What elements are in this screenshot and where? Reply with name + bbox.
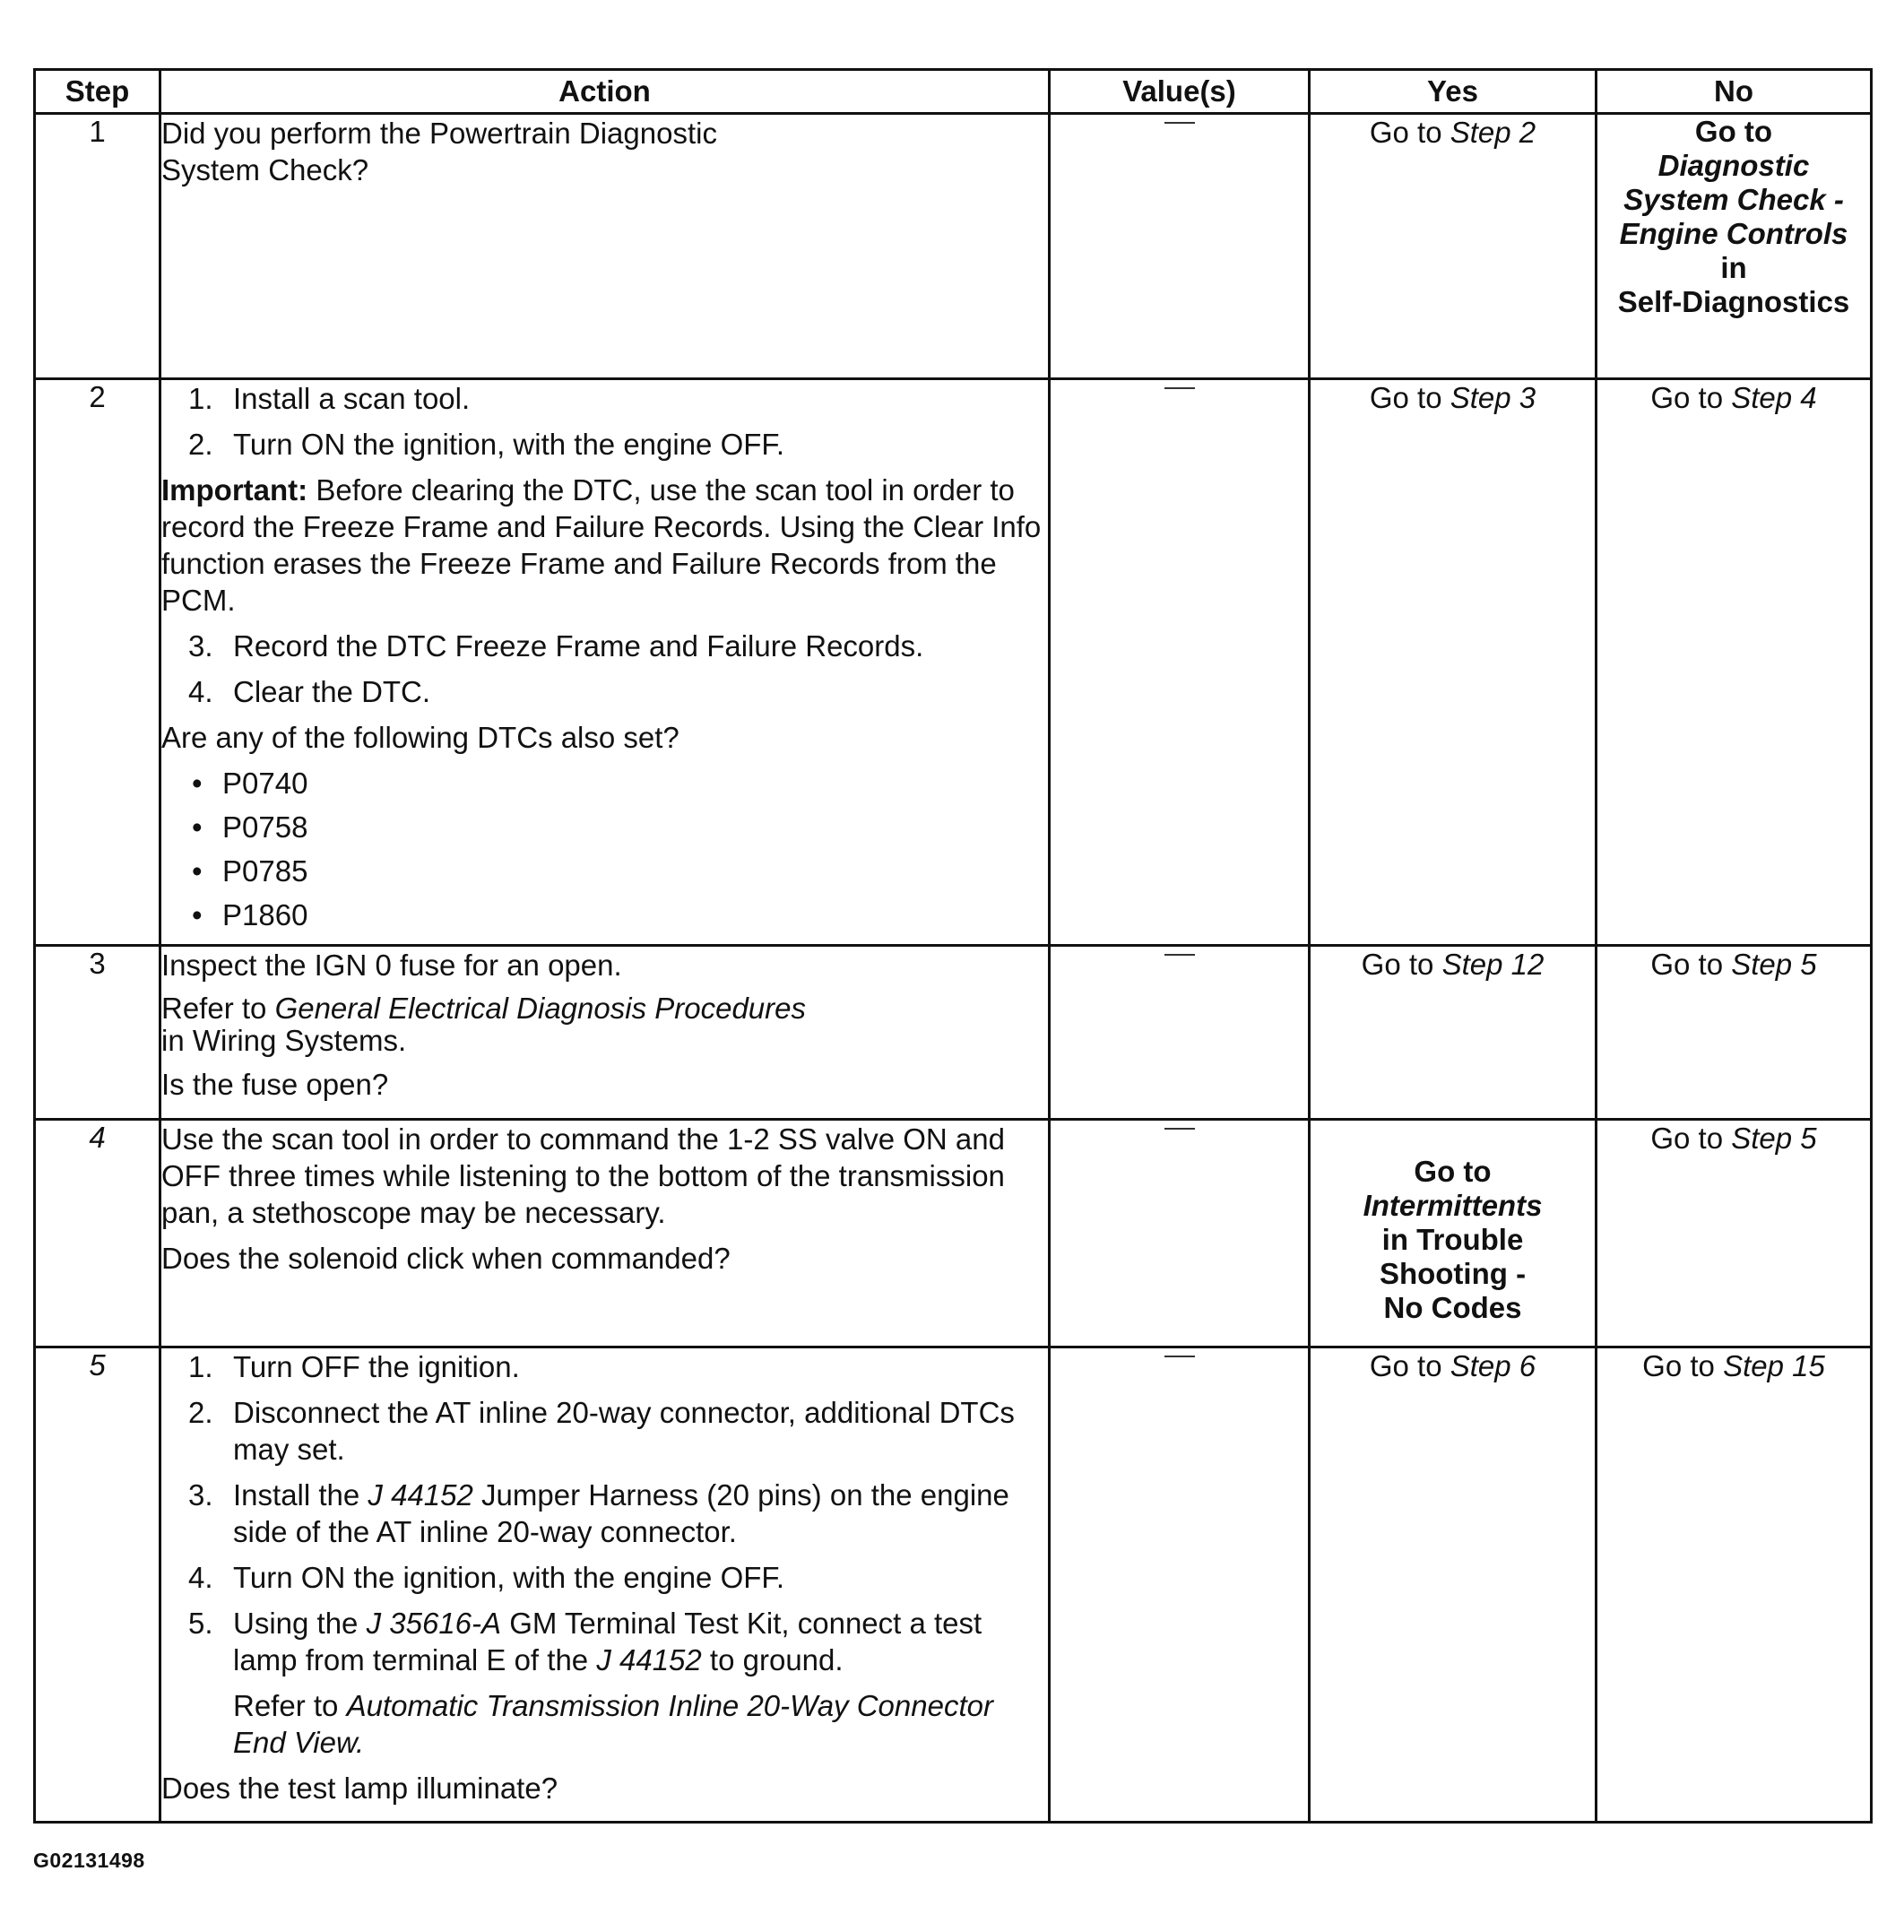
dtc-item: • P1860 <box>161 897 1048 933</box>
yes-cell <box>1310 114 1597 379</box>
goto-text: Go to <box>1642 1349 1724 1382</box>
value-cell <box>1050 114 1310 379</box>
step-link[interactable]: Step 15 <box>1723 1349 1825 1382</box>
table-row <box>35 1120 1872 1347</box>
value-dash <box>1164 122 1195 124</box>
value-dash <box>1164 954 1195 956</box>
tool-number: J 35616-A <box>366 1607 502 1640</box>
list-item: 5. Using the J 35616-A GM Terminal Test Kit, connect a test lamp from terminal E of the J 44152 to ground. <box>188 1607 982 1676</box>
step-number: 4 <box>35 1120 160 1347</box>
yes-cell <box>1310 1120 1597 1347</box>
dtc-item: • P0758 <box>161 809 1048 845</box>
list-item: 4. Turn ON the ignition, with the engine OFF. <box>188 1561 785 1594</box>
list-item: 3. Record the DTC Freeze Frame and Failure Records. <box>188 629 924 663</box>
step-link[interactable]: Step 2 <box>1450 116 1536 149</box>
step-link[interactable]: Step 4 <box>1731 381 1817 414</box>
section-text: No Codes <box>1383 1290 1522 1324</box>
reference-link[interactable]: Automatic Transmission Inline 20-Way Connector End View <box>233 1689 993 1759</box>
question-text: Are any of the following DTCs also set? <box>161 721 679 754</box>
action-cell <box>160 114 1050 379</box>
link-text: System Check - <box>1623 183 1844 216</box>
value-cell <box>1050 379 1310 946</box>
yes-cell <box>1310 1347 1597 1823</box>
no-cell <box>1597 114 1872 379</box>
step-number: 3 <box>35 946 160 1120</box>
step-link[interactable]: Step 5 <box>1731 1122 1817 1155</box>
reference-link[interactable]: General Electrical Diagnosis Procedures <box>274 992 806 1025</box>
step-number: 5 <box>35 1347 160 1823</box>
no-goto-block[interactable] <box>1597 115 1870 319</box>
figure-id: G02131498 <box>33 1849 145 1872</box>
link-text: Intermittents <box>1363 1188 1543 1222</box>
goto-text: Go to <box>1650 381 1732 414</box>
dtc-item: • P0740 <box>161 765 1048 801</box>
step-number: 1 <box>35 114 160 379</box>
action-cell <box>160 1120 1050 1347</box>
list-item: 1. Install a scan tool. <box>188 382 471 415</box>
value-dash <box>1164 1128 1195 1130</box>
diagnostic-table <box>33 68 1873 1824</box>
goto-text: Go to <box>1369 381 1450 414</box>
dtc-item: • P0785 <box>161 853 1048 889</box>
yes-cell <box>1310 379 1597 946</box>
header-yes: Yes <box>1310 70 1597 114</box>
section-text: in Trouble <box>1381 1222 1524 1256</box>
header-step: Step <box>35 70 160 114</box>
header-no: No <box>1597 70 1872 114</box>
goto-text: Go to <box>1694 115 1773 148</box>
value-dash <box>1164 387 1195 389</box>
step-link[interactable]: Step 12 <box>1441 948 1545 981</box>
value-dash <box>1164 1356 1195 1357</box>
action-cell <box>160 379 1050 946</box>
table-row <box>35 946 1872 1120</box>
goto-text: Go to <box>1369 116 1450 149</box>
header-row <box>35 70 1872 114</box>
reference-text: Refer to Automatic Transmission Inline 20-Way Connector End View. <box>233 1689 993 1759</box>
link-text: Engine Controls <box>1619 217 1848 250</box>
question-text: Is the fuse open? <box>161 1068 389 1101</box>
step-link[interactable]: Step 3 <box>1450 381 1536 414</box>
value-cell <box>1050 1347 1310 1823</box>
no-cell <box>1597 379 1872 946</box>
list-item: 2. Turn ON the ignition, with the engine OFF. <box>188 428 785 461</box>
step-link[interactable]: Step 5 <box>1731 948 1817 981</box>
step-link[interactable]: Step 6 <box>1450 1349 1536 1382</box>
list-item: 4. Clear the DTC. <box>188 675 431 708</box>
goto-text: Go to <box>1369 1349 1450 1382</box>
yes-cell <box>1310 946 1597 1120</box>
no-cell <box>1597 1347 1872 1823</box>
value-cell <box>1050 946 1310 1120</box>
in-text: in <box>1720 251 1747 284</box>
list-item: 2. Disconnect the AT inline 20-way connector, additional DTCs may set. <box>188 1396 1015 1466</box>
action-cell <box>160 946 1050 1120</box>
goto-text: Go to <box>1650 1122 1732 1155</box>
goto-text: Go to <box>1361 948 1442 981</box>
link-text: Diagnostic <box>1657 149 1810 182</box>
no-cell <box>1597 1120 1872 1347</box>
section-text: Shooting - <box>1379 1256 1527 1290</box>
section-text: Self-Diagnostics <box>1617 285 1850 318</box>
goto-text: Go to <box>1414 1154 1492 1188</box>
value-cell <box>1050 1120 1310 1347</box>
reference-text: Refer to General Electrical Diagnosis Procedures in Wiring Systems. <box>161 992 806 1057</box>
question-text: Does the test lamp illuminate? <box>161 1772 558 1805</box>
list-item: 3. Install the J 44152 Jumper Harness (20 pins) on the engine side of the AT inline 20-way connector. <box>188 1478 1009 1548</box>
important-note: Important: Before clearing the DTC, use the scan tool in order to record the Freeze Frame and Failure Records. Using the Clear Info function erases the Freeze Frame and Failure Records from the PCM. <box>161 473 1042 617</box>
table-row <box>35 379 1872 946</box>
action-text: Use the scan tool in order to command the 1-2 SS valve ON and OFF three times while listening to the bottom of the transmission pan, a stethoscope may be necessary. <box>161 1122 1005 1229</box>
action-text: Did you perform the Powertrain Diagnostic System Check? <box>161 117 717 186</box>
yes-goto-block[interactable] <box>1311 1155 1595 1325</box>
tool-number: J 44152 <box>368 1478 473 1512</box>
table-row <box>35 114 1872 379</box>
step-number: 2 <box>35 379 160 946</box>
table-row <box>35 1347 1872 1823</box>
action-text: Inspect the IGN 0 fuse for an open. <box>161 949 622 982</box>
no-cell <box>1597 946 1872 1120</box>
tool-number: J 44152 <box>596 1643 702 1676</box>
action-cell <box>160 1347 1050 1823</box>
header-action: Action <box>160 70 1050 114</box>
header-values: Value(s) <box>1050 70 1310 114</box>
question-text: Does the solenoid click when commanded? <box>161 1242 731 1275</box>
goto-text: Go to <box>1650 948 1732 981</box>
list-item: 1. Turn OFF the ignition. <box>188 1350 520 1383</box>
